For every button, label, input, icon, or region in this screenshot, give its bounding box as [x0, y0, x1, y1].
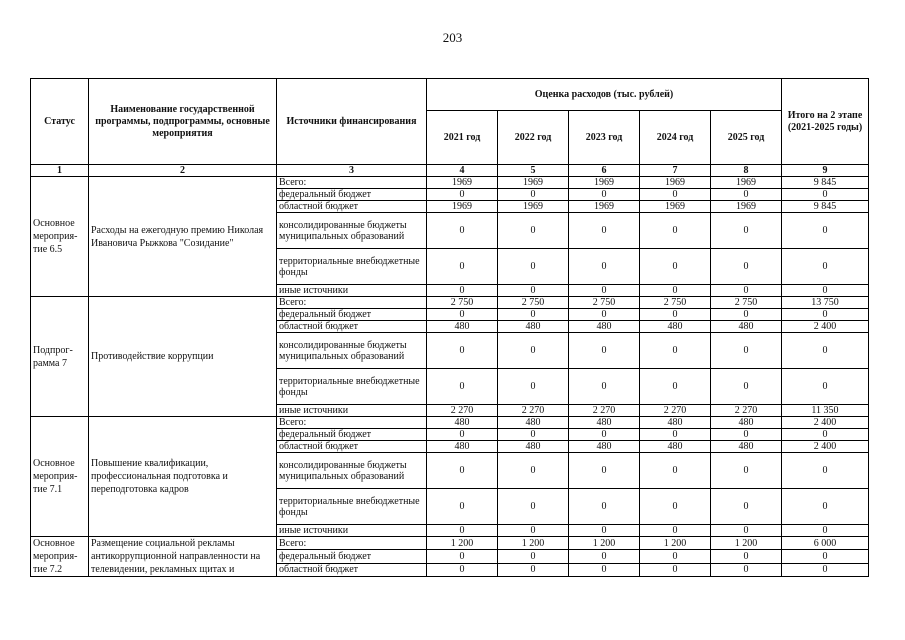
year-value-cell: 2 270 [427, 405, 498, 417]
source-cell: консолидированные бюджеты муниципальных образований [277, 333, 427, 369]
year-value-cell: 480 [427, 417, 498, 429]
year-value-cell: 2 750 [711, 297, 782, 309]
year-value-cell: 0 [640, 189, 711, 201]
year-value-cell: 480 [640, 417, 711, 429]
source-cell: иные источники [277, 405, 427, 417]
year-value-cell: 0 [569, 309, 640, 321]
year-value-cell: 0 [427, 189, 498, 201]
year-value-cell: 0 [427, 563, 498, 576]
year-value-cell: 2 750 [569, 297, 640, 309]
source-cell: территориальные внебюджетные фонды [277, 249, 427, 285]
table-row [31, 297, 869, 309]
source-cell: областной бюджет [277, 201, 427, 213]
year-value-cell: 0 [640, 369, 711, 405]
year-value-cell: 0 [498, 213, 569, 249]
year-value-cell: 480 [569, 417, 640, 429]
year-value-cell: 0 [569, 550, 640, 563]
year-value-cell: 0 [640, 453, 711, 489]
year-value-cell: 0 [427, 213, 498, 249]
year-value-cell: 480 [640, 441, 711, 453]
program-name-cell: Противодействие коррупции [89, 297, 277, 417]
year-value-cell: 0 [711, 525, 782, 537]
year-value-cell: 0 [498, 285, 569, 297]
total-value-cell: 2 400 [782, 321, 869, 333]
year-value-cell: 480 [427, 441, 498, 453]
year-value-cell: 0 [569, 429, 640, 441]
year-value-cell: 0 [711, 489, 782, 525]
year-value-cell: 0 [711, 333, 782, 369]
year-value-cell: 0 [427, 429, 498, 441]
table-body [31, 177, 869, 577]
total-value-cell: 0 [782, 563, 869, 576]
year-value-cell: 0 [498, 369, 569, 405]
total-value-cell: 0 [782, 309, 869, 321]
year-value-cell: 0 [498, 249, 569, 285]
year-value-cell: 0 [711, 189, 782, 201]
year-value-cell: 0 [427, 550, 498, 563]
year-value-cell: 0 [711, 369, 782, 405]
total-value-cell: 0 [782, 333, 869, 369]
year-value-cell: 2 270 [711, 405, 782, 417]
year-value-cell: 0 [427, 489, 498, 525]
year-value-cell: 0 [640, 309, 711, 321]
total-value-cell: 0 [782, 189, 869, 201]
source-cell: территориальные внебюджетные фонды [277, 489, 427, 525]
year-value-cell: 0 [427, 453, 498, 489]
year-value-cell: 0 [569, 213, 640, 249]
header-year: 2025 год [711, 111, 782, 165]
source-cell: территориальные внебюджетные фонды [277, 369, 427, 405]
total-value-cell: 0 [782, 369, 869, 405]
year-value-cell: 1969 [569, 177, 640, 189]
source-cell: консолидированные бюджеты муниципальных образований [277, 453, 427, 489]
year-value-cell: 0 [640, 550, 711, 563]
year-value-cell: 480 [498, 417, 569, 429]
total-value-cell: 0 [782, 525, 869, 537]
total-value-cell: 9 845 [782, 201, 869, 213]
source-cell: федеральный бюджет [277, 309, 427, 321]
total-value-cell: 2 400 [782, 417, 869, 429]
year-value-cell: 1969 [427, 201, 498, 213]
year-value-cell: 0 [427, 525, 498, 537]
year-value-cell: 1969 [427, 177, 498, 189]
status-cell: Основное мероприя-тие 7.2 [31, 537, 89, 577]
status-cell: Подпрог-рамма 7 [31, 297, 89, 417]
source-cell: областной бюджет [277, 563, 427, 576]
year-value-cell: 0 [711, 213, 782, 249]
year-value-cell: 0 [427, 309, 498, 321]
year-value-cell: 0 [569, 453, 640, 489]
year-value-cell: 2 270 [498, 405, 569, 417]
year-value-cell: 0 [711, 285, 782, 297]
table-row [31, 417, 869, 429]
year-value-cell: 480 [498, 321, 569, 333]
total-value-cell: 0 [782, 453, 869, 489]
total-value-cell: 2 400 [782, 441, 869, 453]
year-value-cell: 0 [498, 550, 569, 563]
year-value-cell: 0 [498, 189, 569, 201]
column-number: 8 [711, 165, 782, 177]
year-value-cell: 1 200 [498, 537, 569, 550]
year-value-cell: 0 [569, 369, 640, 405]
column-number: 2 [89, 165, 277, 177]
source-cell: иные источники [277, 525, 427, 537]
header-status: Статус [31, 79, 89, 165]
total-value-cell: 9 845 [782, 177, 869, 189]
year-value-cell: 0 [640, 213, 711, 249]
year-value-cell: 480 [640, 321, 711, 333]
header-total: Итого на 2 этапе (2021-2025 годы) [782, 79, 869, 165]
header-year: 2024 год [640, 111, 711, 165]
year-value-cell: 1 200 [711, 537, 782, 550]
year-value-cell: 1969 [711, 177, 782, 189]
year-value-cell: 0 [569, 333, 640, 369]
year-value-cell: 0 [569, 489, 640, 525]
year-value-cell: 0 [569, 189, 640, 201]
status-cell: Основное мероприя-тие 7.1 [31, 417, 89, 537]
header-year: 2022 год [498, 111, 569, 165]
year-value-cell: 2 270 [569, 405, 640, 417]
year-value-cell: 0 [711, 550, 782, 563]
column-number: 1 [31, 165, 89, 177]
source-cell: Всего: [277, 537, 427, 550]
header-sources: Источники финансирования [277, 79, 427, 165]
year-value-cell: 0 [640, 333, 711, 369]
source-cell: федеральный бюджет [277, 550, 427, 563]
year-value-cell: 0 [427, 333, 498, 369]
year-value-cell: 0 [427, 369, 498, 405]
year-value-cell: 0 [711, 563, 782, 576]
year-value-cell: 0 [427, 249, 498, 285]
total-value-cell: 13 750 [782, 297, 869, 309]
source-cell: Всего: [277, 417, 427, 429]
source-cell: иные источники [277, 285, 427, 297]
year-value-cell: 480 [498, 441, 569, 453]
year-value-cell: 0 [498, 429, 569, 441]
year-value-cell: 0 [711, 249, 782, 285]
source-cell: областной бюджет [277, 321, 427, 333]
year-value-cell: 480 [569, 321, 640, 333]
year-value-cell: 0 [711, 453, 782, 489]
source-cell: Всего: [277, 177, 427, 189]
year-value-cell: 0 [569, 285, 640, 297]
total-value-cell: 0 [782, 550, 869, 563]
source-cell: федеральный бюджет [277, 429, 427, 441]
source-cell: консолидированные бюджеты муниципальных образований [277, 213, 427, 249]
year-value-cell: 1969 [640, 177, 711, 189]
year-value-cell: 0 [498, 333, 569, 369]
year-value-cell: 480 [711, 417, 782, 429]
year-value-cell: 0 [498, 563, 569, 576]
year-value-cell: 0 [498, 309, 569, 321]
page-number: 203 [442, 30, 463, 45]
year-value-cell: 0 [711, 309, 782, 321]
status-cell: Основное мероприя-тие 6.5 [31, 177, 89, 297]
year-value-cell: 2 750 [427, 297, 498, 309]
total-value-cell: 0 [782, 213, 869, 249]
year-value-cell: 480 [711, 321, 782, 333]
year-value-cell: 480 [569, 441, 640, 453]
year-value-cell: 0 [711, 429, 782, 441]
header-program-name: Наименование государственной программы, подпрограммы, основные мероприятия [89, 79, 277, 165]
total-value-cell: 11 350 [782, 405, 869, 417]
header-expenses: Оценка расходов (тыс. рублей) [427, 79, 782, 111]
year-value-cell: 2 750 [498, 297, 569, 309]
year-value-cell: 2 270 [640, 405, 711, 417]
year-value-cell: 0 [640, 429, 711, 441]
year-value-cell: 0 [640, 489, 711, 525]
year-value-cell: 480 [711, 441, 782, 453]
year-value-cell: 1969 [640, 201, 711, 213]
program-name-cell: Повышение квалификации, профессиональная подготовка и переподготовка кадров [89, 417, 277, 537]
column-number: 9 [782, 165, 869, 177]
column-number: 6 [569, 165, 640, 177]
column-number: 3 [277, 165, 427, 177]
year-value-cell: 0 [427, 285, 498, 297]
source-cell: областной бюджет [277, 441, 427, 453]
program-name-cell: Расходы на ежегодную премию Николая Ивановича Рыжкова "Созидание" [89, 177, 277, 297]
year-value-cell: 1 200 [640, 537, 711, 550]
year-value-cell: 1969 [498, 201, 569, 213]
year-value-cell: 2 750 [640, 297, 711, 309]
column-number-row [31, 165, 869, 177]
year-value-cell: 0 [498, 489, 569, 525]
source-cell: Всего: [277, 297, 427, 309]
table-row [31, 177, 869, 189]
year-value-cell: 0 [640, 285, 711, 297]
year-value-cell: 0 [569, 525, 640, 537]
total-value-cell: 0 [782, 285, 869, 297]
year-value-cell: 0 [569, 249, 640, 285]
year-value-cell: 0 [569, 563, 640, 576]
year-value-cell: 480 [427, 321, 498, 333]
column-number: 4 [427, 165, 498, 177]
total-value-cell: 0 [782, 489, 869, 525]
header-year: 2021 год [427, 111, 498, 165]
year-value-cell: 1 200 [569, 537, 640, 550]
total-value-cell: 6 000 [782, 537, 869, 550]
total-value-cell: 0 [782, 429, 869, 441]
year-value-cell: 1969 [498, 177, 569, 189]
year-value-cell: 0 [640, 525, 711, 537]
program-name-cell: Размещение социальной рекламы антикоррупционной направленности на телевидении, рекламных щитах и [89, 537, 277, 577]
column-number: 5 [498, 165, 569, 177]
column-number: 7 [640, 165, 711, 177]
header-year: 2023 год [569, 111, 640, 165]
year-value-cell: 1969 [711, 201, 782, 213]
year-value-cell: 0 [640, 563, 711, 576]
table-row [31, 537, 869, 550]
year-value-cell: 1 200 [427, 537, 498, 550]
year-value-cell: 0 [498, 525, 569, 537]
year-value-cell: 1969 [569, 201, 640, 213]
total-value-cell: 0 [782, 249, 869, 285]
year-value-cell: 0 [498, 453, 569, 489]
budget-table [30, 78, 869, 577]
year-value-cell: 0 [640, 249, 711, 285]
source-cell: федеральный бюджет [277, 189, 427, 201]
